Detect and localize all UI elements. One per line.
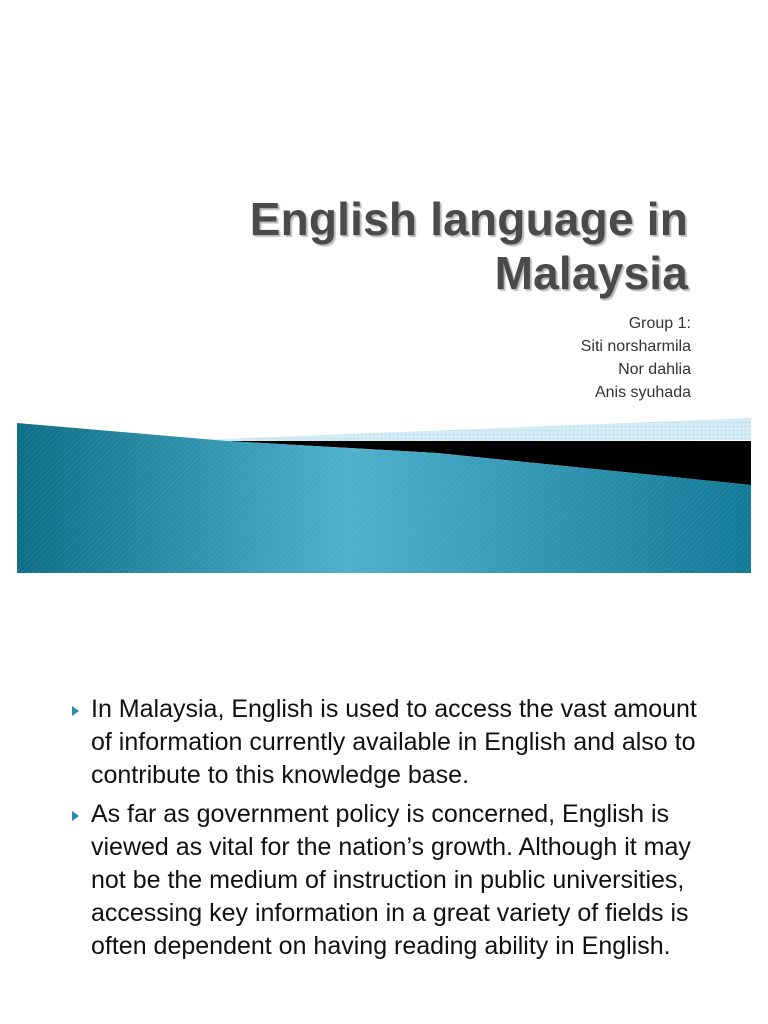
bullet-text: As far as government policy is concerned, English is viewed as vital for the nation’s growth. Although it may not be the medium of instruction in public universities, accessing key information in a great variety of fields is often dependent on having reading ability in English. bbox=[91, 800, 691, 960]
banner-pale-band bbox=[197, 418, 751, 442]
list-item bbox=[70, 693, 710, 792]
subtitle-line: Group 1: bbox=[628, 315, 691, 332]
triangle-right-icon bbox=[72, 706, 79, 716]
triangle-right-icon bbox=[72, 811, 79, 821]
slide-title bbox=[88, 192, 688, 300]
subtitle-line: Anis syuhada bbox=[594, 384, 691, 401]
decorative-banner bbox=[17, 418, 751, 573]
subtitle-line: Nor dahlia bbox=[618, 361, 691, 378]
subtitle-line: Siti norsharmila bbox=[580, 338, 691, 355]
title-line-1: English language in bbox=[249, 193, 688, 245]
title-line-2: Malaysia bbox=[494, 247, 688, 299]
slide-subtitle bbox=[391, 312, 691, 404]
list-item bbox=[70, 798, 710, 963]
bullet-text: In Malaysia, English is used to access the vast amount of information currently available in English and also to contribute to this knowledge base. bbox=[91, 695, 697, 789]
bullet-list bbox=[70, 693, 710, 969]
